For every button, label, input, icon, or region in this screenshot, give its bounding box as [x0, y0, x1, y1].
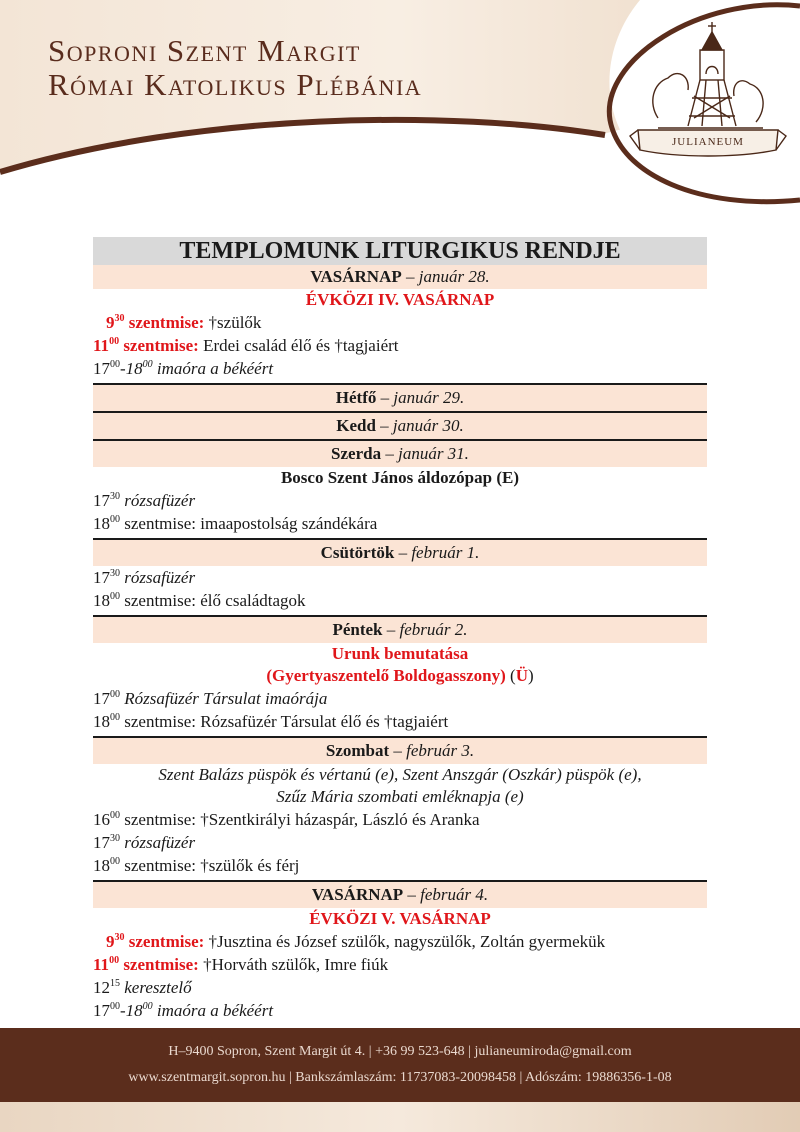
- parish-name: [48, 34, 422, 102]
- feast-subtitle: (Gyertyaszentelő Boldogasszony) (Ü): [266, 666, 534, 685]
- mass-entry: [93, 334, 707, 357]
- mass-entry: $11^{00}$ szentmise: †Horváth szülők, Imre fiúk: [93, 955, 389, 974]
- feast-title: ÉVKÖZI V. VASÁRNAP: [309, 909, 491, 928]
- mass-entry: [93, 311, 707, 334]
- logo-label: JULIANEUM: [672, 136, 744, 148]
- feast-title: Urunk bemutatása: [331, 644, 469, 663]
- prayer-entry: $17^{00}-18^{00}$ imaóra a békéért: [93, 1001, 274, 1020]
- liturgy-schedule: [93, 237, 707, 1022]
- footer-contact: H–9400 Sopron, Szent Margit út 4. | +36 99 523-648 | julianeumiroda@gmail.com: [168, 1044, 632, 1059]
- feast-title: ÉVKÖZI IV. VASÁRNAP: [305, 290, 495, 309]
- parish-name-line1: Soproni Szent Margit: [48, 33, 361, 68]
- mass-entry: $18^{00}$ szentmise: élő családtagok: [93, 591, 306, 610]
- mass-entry: $9^{30}$ szentmise: †Jusztina és József szülők, nagyszülők, Zoltán gyermekük: [106, 932, 606, 951]
- day-header-friday: Péntek – február 2.: [93, 615, 707, 643]
- mass-entry: $18^{00}$ szentmise: Rózsafüzér Társulat élő és †tagjaiért: [93, 712, 449, 731]
- rosary-entry: $17^{30}$ rózsafüzér: [93, 568, 196, 587]
- day-date: január 28.: [418, 267, 490, 286]
- day-header-tuesday: Kedd – január 30.: [93, 411, 707, 439]
- day-name: VASÁRNAP: [310, 267, 402, 286]
- feast-title: Bosco Szent János áldozópap (E): [280, 468, 520, 487]
- mass-intention: Erdei család élő és †tagjaiért: [203, 336, 399, 355]
- day-header-saturday: Szombat – február 3.: [93, 736, 707, 764]
- mass-time: $11^{00}$ szentmise:: [93, 336, 199, 355]
- day-header-monday: Hétfő – január 29.: [93, 383, 707, 411]
- day-header-sunday-feb4: VASÁRNAP – február 4.: [93, 880, 707, 908]
- mass-entry: $16^{00}$ szentmise: †Szentkirályi házaspár, László és Aranka: [93, 810, 480, 829]
- footer-web-bank: www.szentmargit.sopron.hu | Bankszámlaszám: 11737083-20098458 | Adószám: 19886356-1-08: [128, 1070, 672, 1085]
- day-header-wednesday: Szerda – január 31.: [93, 439, 707, 467]
- mass-intention: †szülők: [208, 313, 262, 332]
- day-header-sunday-jan28: VASÁRNAP – január 28.: [93, 265, 707, 289]
- feast-note: Szent Balázs püspök és vértanú (e), Szent Anszgár (Oszkár) püspök (e),: [158, 765, 642, 784]
- prayer-entry: $17^{00}$ Rózsafüzér Társulat imaórája: [93, 689, 328, 708]
- baptism-entry: $12^{15}$ keresztelő: [93, 978, 192, 997]
- julianeum-logo: [628, 18, 788, 166]
- footer-band: [0, 1102, 800, 1132]
- day-header-thursday: Csütörtök – február 1.: [93, 538, 707, 566]
- prayer-entry: $17^{00}-18^{00}$ imaóra a békéért: [93, 359, 274, 378]
- rosary-entry: $17^{30}$ rózsafüzér: [93, 833, 196, 852]
- mass-entry: $18^{00}$ szentmise: †szülők és férj: [93, 856, 300, 875]
- rosary-entry: $17^{30}$ rózsafüzér: [93, 491, 196, 510]
- schedule-title: TEMPLOMUNK LITURGIKUS RENDJE: [93, 237, 707, 265]
- parish-name-line2: Római Katolikus Plébánia: [48, 67, 423, 102]
- feast-note: Szűz Mária szombati emléknapja (e): [276, 787, 524, 806]
- mass-time: $9^{30}$ szentmise:: [106, 313, 205, 332]
- footer: [0, 1028, 800, 1102]
- mass-entry: $18^{00}$ szentmise: imaapostolság szándékára: [93, 514, 378, 533]
